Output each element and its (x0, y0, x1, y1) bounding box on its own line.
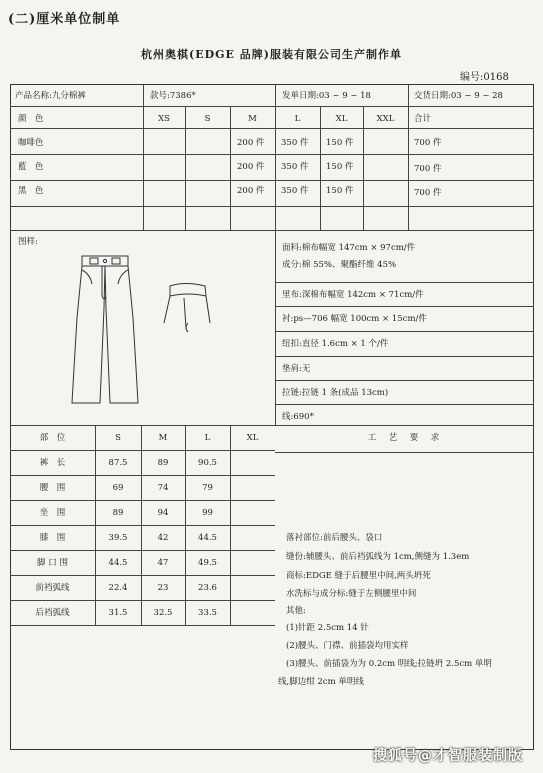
composition-spec: 成分:棉 55%、聚酯纤维 45% (282, 260, 397, 270)
table-line (10, 525, 275, 526)
size-value: 74 (157, 483, 169, 493)
table-line (275, 452, 534, 453)
size-header-xs: XS (158, 114, 170, 124)
table-line (363, 106, 364, 230)
qty-total: 700 件 (414, 138, 442, 148)
table-line (10, 625, 275, 626)
lining-spec: 里布:深棉布幅宽 142cm × 71cm/件 (282, 290, 424, 300)
table-line (185, 106, 186, 230)
size-header-l: L (294, 114, 301, 124)
size-value: 44.5 (198, 533, 217, 543)
size-value: 94 (157, 508, 169, 518)
size-value: 69 (112, 483, 124, 493)
divider (408, 84, 409, 106)
size-value: 89 (157, 458, 169, 468)
table-line (10, 128, 534, 129)
part-leg-opening: 脚 口 围 (37, 558, 68, 568)
table-line (275, 282, 534, 283)
process-note: 其他: (286, 606, 306, 616)
pants-sketch (60, 248, 220, 413)
table-line (10, 450, 275, 451)
thread-spec: 线:690* (282, 412, 314, 422)
divider (275, 84, 276, 106)
qty-cell: 150 件 (326, 162, 354, 172)
size-header-s: S (204, 114, 211, 124)
table-line (143, 106, 144, 230)
issue-date: 发单日期:03 ~ 9 ~ 18 (282, 91, 371, 101)
part-back-rise: 后裆弧线 (35, 608, 70, 618)
qty-cell: 350 件 (281, 186, 309, 196)
table-line (10, 425, 534, 426)
table-line (275, 380, 534, 381)
size-value: 87.5 (108, 458, 128, 468)
part-header: 部 位 (39, 433, 66, 443)
divider (10, 106, 534, 107)
table-line (275, 331, 534, 332)
company-title: 杭州奥棋(EDGE 品牌)服装有限公司生产制作单 (141, 48, 402, 61)
divider (143, 84, 144, 106)
product-name: 产品名称:九分棉裤 (15, 91, 86, 101)
size-value: 23.6 (198, 583, 217, 593)
table-line (10, 180, 534, 181)
table-line (275, 306, 534, 307)
process-note: (3)腰头、前插袋为为 0.2cm 明线;拉链坍 2.5cm 单明 (286, 659, 492, 669)
size-col-xl: XL (246, 433, 259, 443)
qty-cell: 150 件 (326, 138, 354, 148)
table-line (10, 550, 275, 551)
table-line (275, 404, 534, 405)
process-note: 落衬部位:前后腰头、袋口 (286, 533, 383, 543)
size-value: 49.5 (198, 558, 217, 568)
process-note: 线,脚边绀 2cm 单明线 (278, 677, 364, 687)
part-front-rise: 前裆弧线 (35, 583, 70, 593)
size-value: 47 (157, 558, 169, 568)
process-note: 商标:EDGE 缝于后腰里中间,两头坍死 (286, 571, 431, 581)
size-col-m: M (158, 433, 168, 443)
size-value: 39.5 (108, 533, 128, 543)
size-value: 33.5 (198, 608, 217, 618)
order-number: 编号:0168 (460, 72, 509, 83)
qty-cell: 200 件 (237, 162, 265, 172)
size-value: 44.5 (108, 558, 128, 568)
fabric-spec: 面料:棉布幅宽 147cm × 97cm/件 (282, 243, 416, 253)
section-title: (二)厘米单位制单 (8, 12, 121, 27)
part-length: 裤 长 (39, 458, 66, 468)
total-header: 合计 (414, 114, 432, 124)
table-line (10, 475, 275, 476)
size-value: 90.5 (198, 458, 217, 468)
interlining-spec: 衬:ps—706 幅宽 100cm × 15cm/件 (282, 314, 427, 324)
size-col-l: L (204, 433, 211, 443)
qty-cell: 150 件 (326, 186, 354, 196)
size-value: 22.4 (108, 583, 128, 593)
size-value: 32.5 (153, 608, 173, 618)
delivery-date: 交货日期:03 ~ 9 ~ 28 (414, 91, 503, 101)
table-line (408, 106, 409, 230)
qty-cell: 200 件 (237, 186, 265, 196)
table-line (275, 356, 534, 357)
drawing-label: 图样: (18, 237, 38, 247)
size-value: 42 (157, 533, 169, 543)
qty-cell: 350 件 (281, 138, 309, 148)
table-row-color: 咖啡色 (18, 138, 44, 148)
color-header: 颜 色 (18, 114, 44, 124)
table-row-color: 藍 色 (18, 162, 44, 172)
size-value: 99 (202, 508, 213, 518)
table-line (320, 106, 321, 230)
process-note: (1)针距 2.5cm 14 针 (286, 623, 369, 633)
button-spec: 纽扣:直径 1.6cm × 1 个/件 (282, 339, 389, 349)
size-header-m: M (248, 114, 257, 124)
shoulder-pad-spec: 垫肩:无 (282, 364, 311, 374)
table-line (230, 106, 231, 230)
size-value: 89 (112, 508, 124, 518)
table-line (275, 106, 276, 230)
production-sheet-frame (10, 84, 534, 750)
table-line (10, 154, 534, 155)
table-row-color: 黑 色 (18, 186, 44, 196)
size-col-s: S (115, 433, 121, 443)
size-value: 23 (157, 583, 169, 593)
style-number: 款号:7386* (150, 91, 196, 101)
size-header-xl: XL (335, 114, 348, 124)
table-line (10, 575, 275, 576)
process-note: (2)腰头、门襟、前插袋均用实样 (286, 641, 409, 651)
watermark: 搜狐号@才智服装制版 (373, 748, 523, 764)
part-hip: 坐 围 (39, 508, 66, 518)
part-waist: 腰 围 (39, 483, 66, 493)
qty-cell: 200 件 (237, 138, 265, 148)
size-value: 31.5 (108, 608, 128, 618)
size-header-xxl: XXL (376, 114, 395, 124)
table-line (10, 500, 275, 501)
zipper-spec: 拉链:拉链 1 条(成品 13cm) (282, 388, 389, 398)
part-knee: 膝 围 (39, 533, 66, 543)
table-line (10, 230, 534, 231)
table-line (275, 230, 276, 425)
size-value: 79 (202, 483, 213, 493)
table-line (10, 600, 275, 601)
table-line (10, 206, 534, 207)
process-note: 缝份:辅腰头、前后裆弧线为 1cm,侧缝为 1.3em (286, 552, 470, 562)
qty-cell: 350 件 (281, 162, 309, 172)
process-note: 水洗标与成分标:缝于左侧腰里中间 (286, 589, 417, 599)
qty-total: 700 件 (414, 164, 442, 174)
process-title: 工 艺 要 求 (367, 433, 442, 443)
qty-total: 700 件 (414, 188, 442, 198)
